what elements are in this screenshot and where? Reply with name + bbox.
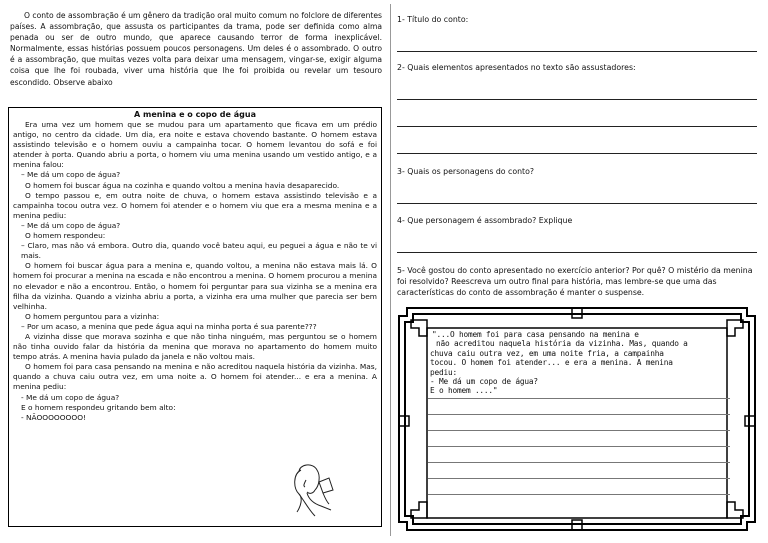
answer-line[interactable] xyxy=(397,153,757,154)
question-5: 5- Você gostou do conto apresentado no exercício anterior? Por quê? O mistério da menina foi resolvido? Reescreva um outro final para história, mas lembre-se que uma das características do conto de assombração é manter o suspense. xyxy=(397,266,753,297)
question-1: 1- Título do conto: xyxy=(397,15,469,24)
writing-line[interactable] xyxy=(428,478,730,479)
girl-drinking-illustration xyxy=(279,460,337,518)
left-column xyxy=(8,6,384,536)
story-paragraph: Era uma vez um homem que se mudou para um apartamento que ficava em um prédio antigo, no centro da cidade. Um dia, era noite e estava chovendo bastante. O homem estava assistindo televisão e o homem ouviu a campainha tocar. O homem levantou do sofá e foi atender à porta. Quando abriu a porta, o homem viu uma menina usando um vestido antigo, e a menina falou: xyxy=(13,120,377,170)
story-paragraph: O tempo passou e, em outra noite de chuva, o homem estava assistindo televisão e a campainha tocou outra vez. O homem foi atender e o homem viu que era a mesma menina e a menina pediu: xyxy=(13,190,377,220)
frame-quote xyxy=(430,330,722,396)
quote-line: não acreditou naquela história da vizinha. Mas, quando a xyxy=(436,339,688,349)
story-paragraph: A vizinha disse que morava sozinha e que não tinha ninguém, mas perguntou se o homem não tinha ouvido falar da história da menina que morava no apartamento do homem muito tempo atrás. A menina havia pulado da janela e não voltou mais. xyxy=(13,331,377,362)
writing-line[interactable] xyxy=(428,446,730,447)
story-paragraph: O homem respondeu: xyxy=(25,231,106,241)
story-paragraph: - Me dá um copo de água? xyxy=(21,392,120,402)
writing-line[interactable] xyxy=(428,398,730,399)
writing-line[interactable] xyxy=(428,462,730,463)
story-body xyxy=(13,120,377,423)
quote-line: "...O homem foi para casa pensando na menina e xyxy=(432,330,639,339)
writing-line[interactable] xyxy=(428,430,730,431)
quote-line: pediu: xyxy=(430,367,457,377)
story-paragraph: O homem perguntou para a vizinha: xyxy=(25,311,160,321)
story-paragraph: O homem foi buscar água para a menina e, quando voltou, a menina não estava mais lá. O homem foi procurar a menina na escada e não encontrou a menina. O homem procurou a menina no elevador e não a encontrou. Então, o homem foi perguntar para sua vizinha se a menina era filha da vizinha. Quando a vizinha abriu a porta, a vizinha era uma mulher que parecia ser bem velhinha. xyxy=(13,261,377,311)
question-4: 4- Que personagem é assombrado? Explique xyxy=(397,216,573,225)
answer-line[interactable] xyxy=(397,203,757,204)
story-paragraph: – Por um acaso, a menina que pede água aqui na minha porta é sua parente??? xyxy=(21,321,317,331)
story-paragraph: E o homem respondeu gritando bem alto: xyxy=(21,402,176,412)
quote-line: E o homem ...." xyxy=(430,386,498,396)
story-title: A menina e o copo de água xyxy=(134,110,256,119)
intro-text: O conto de assombração é um gênero da tradição oral muito comum no folclore de diferentes países. A assombração, que assusta os participantes da trama, pode ser definida como alma penada ou ser de outro mundo, que aparece causando terror de forma inexplicável. Normalmente, essas histórias possuem poucos personagens. Um deles é o assombrado. O outro é a assombração, que muitas vezes volta para deixar uma mensagem, vingar-se, exigir alguma coisa que lhe foi roubada, viver uma história que lhe foi proibida ou revelar um tesouro escondido. Observe abaixo xyxy=(10,11,382,87)
quote-line: chuva caiu outra vez, em uma noite fria, a campainha xyxy=(430,348,664,358)
question-2: 2- Quais elementos apresentados no texto são assustadores: xyxy=(397,63,636,72)
writing-line[interactable] xyxy=(428,414,730,415)
answer-line[interactable] xyxy=(397,99,757,100)
story-paragraph: – Me dá um copo de água? xyxy=(21,170,121,180)
story-box xyxy=(8,107,382,527)
story-paragraph: - NÃOOOOOOOO! xyxy=(21,412,86,422)
writing-line[interactable] xyxy=(428,494,730,495)
story-paragraph: O homem foi para casa pensando na menina e não acreditou naquela história da vizinha. Mas, quando a chuva caiu outra vez, em uma noite a. O homem foi atender... e era a menina. A menina pediu: xyxy=(13,362,377,392)
answer-line[interactable] xyxy=(397,252,757,253)
question-3: 3- Quais os personagens do conto? xyxy=(397,167,535,176)
quote-line: - Me dá um copo de água? xyxy=(430,377,538,387)
story-paragraph: – Claro, mas não vá embora. Outro dia, quando você bateu aqui, eu peguei a água e não te vi mais. xyxy=(21,241,377,261)
answer-line[interactable] xyxy=(397,51,757,52)
quote-line: tocou. O homem foi atender... e era a menina. A menina xyxy=(430,358,673,368)
intro-paragraph xyxy=(8,6,384,88)
column-divider xyxy=(390,4,391,536)
answer-line[interactable] xyxy=(397,126,757,127)
story-paragraph: – Me dá um copo de água? xyxy=(21,220,121,230)
story-paragraph: O homem foi buscar água na cozinha e quando voltou a menina havia desaparecido. xyxy=(25,180,340,190)
